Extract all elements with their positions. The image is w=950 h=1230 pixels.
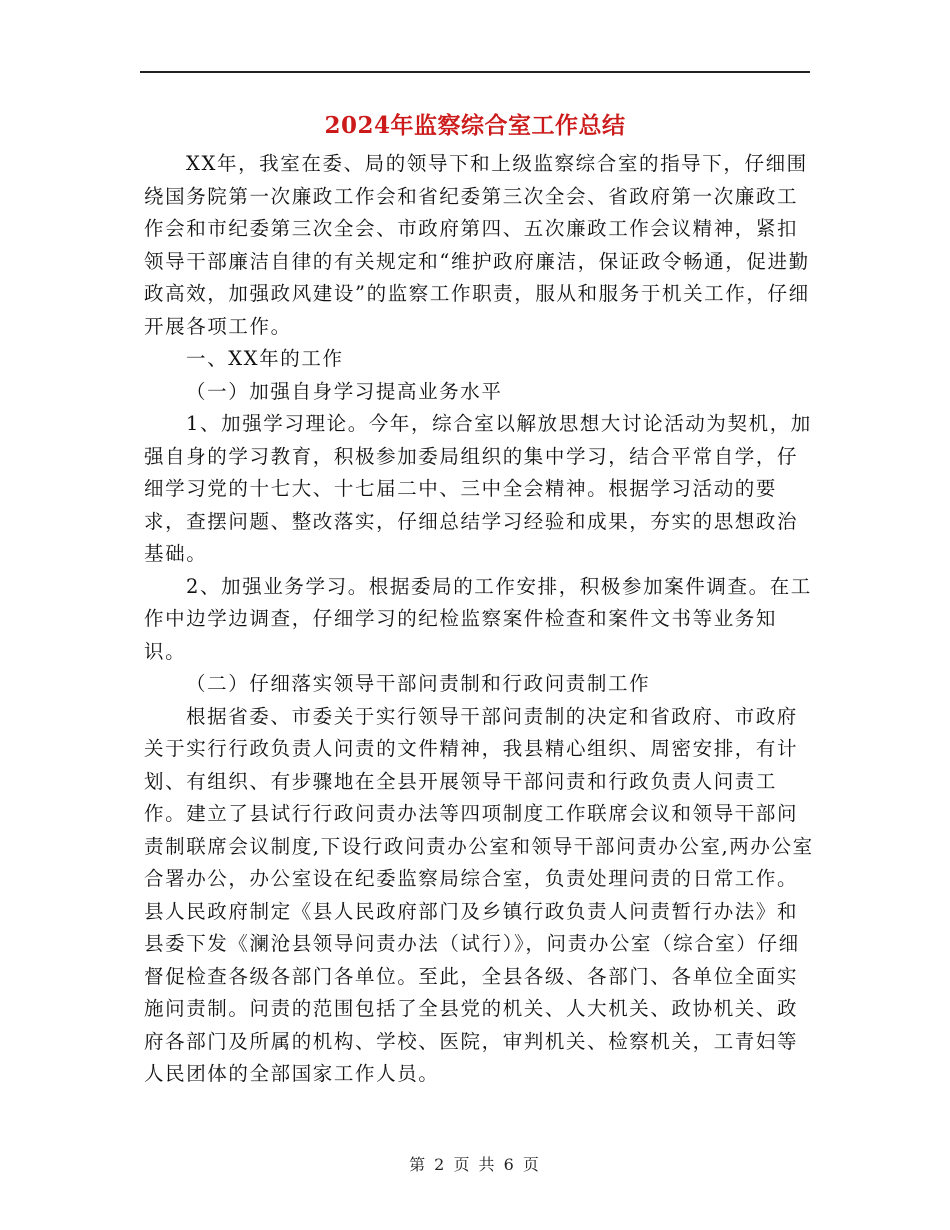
item-paragraph-1: 1、加强学习理论。今年，综合室以解放思想大讨论活动为契机，加强自身的学习教育，积极参加委局组织的集中学习，结合平常自学，仔细学习党的十七大、十七届二中、三中全会精神。根据学习活动的要求，查摆问题、整改落实，仔细总结学习经验和成果，夯实的思想政治基础。 — [144, 412, 812, 565]
intro-paragraph: XX年，我室在委、局的领导下和上级监察综合室的指导下，仔细围绕国务院第一次廉政工作会和省纪委第三次全会、省政府第一次廉政工作会和市纪委第三次全会、市政府第四、五次廉政工作会议精神，紧扣领导干部廉洁自律的有关规定和“维护政府廉洁，保证政令畅通，促进勤政高效，加强政风建设”的监察工作职责，服从和服务于机关工作，仔细开展各项工作。 — [144, 152, 810, 338]
header-rule — [140, 71, 810, 73]
body-paragraph: 根据省委、市委关于实行领导干部问责制的决定和省政府、市政府关于实行行政负责人问责的文件精神，我县精心组织、周密安排，有计划、有组织、有步骤地在全县开展领导干部问责和行政负责人问责工作。建立了县试行行政问责办法等四项制度工作联席会议和领导干部问责制联席会议制度,下设行政问责办公室和领导干部问责办公室,两办公室合署办公，办公室设在纪委监察局综合室，负责处理问责的日常工作。县人民政府制定《县人民政府部门及乡镇行政负责人问责暂行办法》和县委下发《澜沧县领导问责办法（试行）》，问责办公室（综合室）仔细督促检查各级各部门各单位。至此，全县各级、各部门、各单位全面实施问责制。问责的范围包括了全县党的机关、人大机关、政协机关、政府各部门及所属的机构、学校、医院，审判机关、检察机关，工青妇等人民团体的全部国家工作人员。 — [144, 704, 814, 1085]
item-paragraph-2: 2、加强业务学习。根据委局的工作安排，积极参加案件调查。在工作中边学边调查，仔细学习的纪检监察案件检查和案件文书等业务知识。 — [144, 574, 812, 663]
subsection-heading-2: （二）仔细落实领导干部问责制和行政问责制工作 — [186, 672, 651, 695]
document-title: 2024年监察综合室工作总结 — [324, 112, 626, 139]
subsection-heading-1: （一）加强自身学习提高业务水平 — [186, 379, 503, 403]
section-heading: 一、XX年的工作 — [186, 347, 344, 370]
document-body — [144, 148, 814, 1091]
page-number: 第 2 页 共 6 页 — [409, 1155, 541, 1174]
